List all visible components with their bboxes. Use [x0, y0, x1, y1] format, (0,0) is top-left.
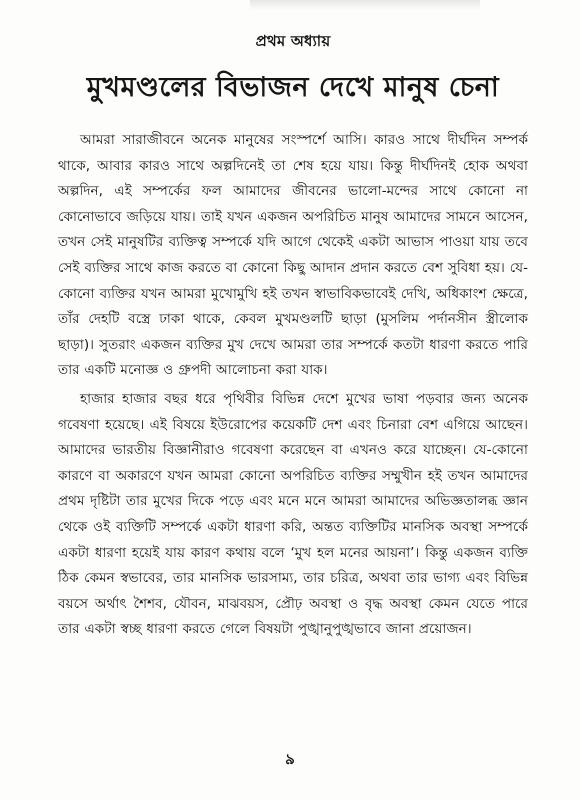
chapter-label: প্রথম অধ্যায় — [255, 32, 331, 50]
paragraph-1: আমরা সারাজীবনে অনেক মানুষের সংস্পর্শে আসি। কারও সাথে দীর্ঘদিন সম্পর্ক থাকে, আবার কারও সাথে অল্পদিনেই তা শেষ হয়ে যায়। কিন্তু দীর্ঘদিনই হোক অথবা অল্পদিন, এই সম্পর্কের ফল আমাদের জীবনের ভালো-মন্দের সাথে কোনো না কোনোভাবে জড়িয়ে যায়। তাই যখন একজন অপরিচিত মানুষ আমাদের সামনে আসেন, তখন সেই মানুষটির ব্যক্তিত্ব সম্পর্কে যদি আগে থেকেই একটা আভাস পাওয়া যায় তবে সেই ব্যক্তির সাথে কাজ করতে বা কোনো কিছু আদান প্রদান করতে বেশ সুবিধা হয়। যে-কোনো ব্যক্তির যখন আমরা মুখোমুখি হই তখন স্বাভাবিকভাবেই দেখি, অধিকাংশ ক্ষেত্রে, তাঁর দেহটি বস্ত্রে ঢাকা থাকে, কেবল মুখমণ্ডলটি ছাড়া (মুসলিম পর্দানসীন স্ত্রীলোক ছাড়া)। সুতরাং একজন ব্যক্তির মুখ দেখে আমরা তার সম্পর্কে কতটা ধারণা করতে পারি তার একটি মনোজ্ঞ ও গ্রুপদী আলোচনা করা যাক। — [58, 132, 528, 379]
page-number: ৯ — [285, 750, 295, 768]
scan-smudge — [250, 0, 480, 10]
chapter-title: মুখমণ্ডলের বিভাজন দেখে মানুষ চেনা — [86, 72, 500, 103]
paragraph-2: হাজার হাজার বছর ধরে পৃথিবীর বিভিন্ন দেশে মুখের ভাষা পড়বার জন্য অনেক গবেষণা হয়েছে। এই বিষয়ে ইউরোপের কয়েকটি দেশ এবং চিনারা বেশ এগিয়ে আছেন। আমাদের ভারতীয় বিজ্ঞানীরাও গবেষণা করেছেন বা এখনও করে যাচ্ছেন। যে-কোনো কারণে বা অকারণে যখন আমরা কোনো অপরিচিত ব্যক্তির সম্মুখীন হই তখন আমাদের প্রথম দৃষ্টিটা তার মুখের দিকে পড়ে এবং মনে মনে আমরা আমাদের অভিজ্ঞতালব্ধ জ্ঞান থেকে ওই ব্যক্তিটি সম্পর্কে একটা ধারণা করি, অন্তত ব্যক্তিটির মানসিক অবস্থা সম্পর্কে একটা ধারণা হয়েই যায় কারণ কথায় বলে ‘মুখ হল মনের আয়না’। কিন্তু একজন ব্যক্তি ঠিক কেমন স্বভাবের, তার মানসিক ভারসাম্য, তার চরিত্র, অথবা তার ভাগ্য এবং বিভিন্ন বয়সে অর্থাৎ শৈশব, যৌবন, মাঝবয়স, প্রৌঢ় অবস্থা ও বৃদ্ধ অবস্থা কেমন যেতে পারে তার একটা স্বচ্ছ ধারণা করতে গেলে বিষয়টা পুঙ্খানুপুঙ্খভাবে জানা প্রয়োজন। — [58, 390, 528, 638]
